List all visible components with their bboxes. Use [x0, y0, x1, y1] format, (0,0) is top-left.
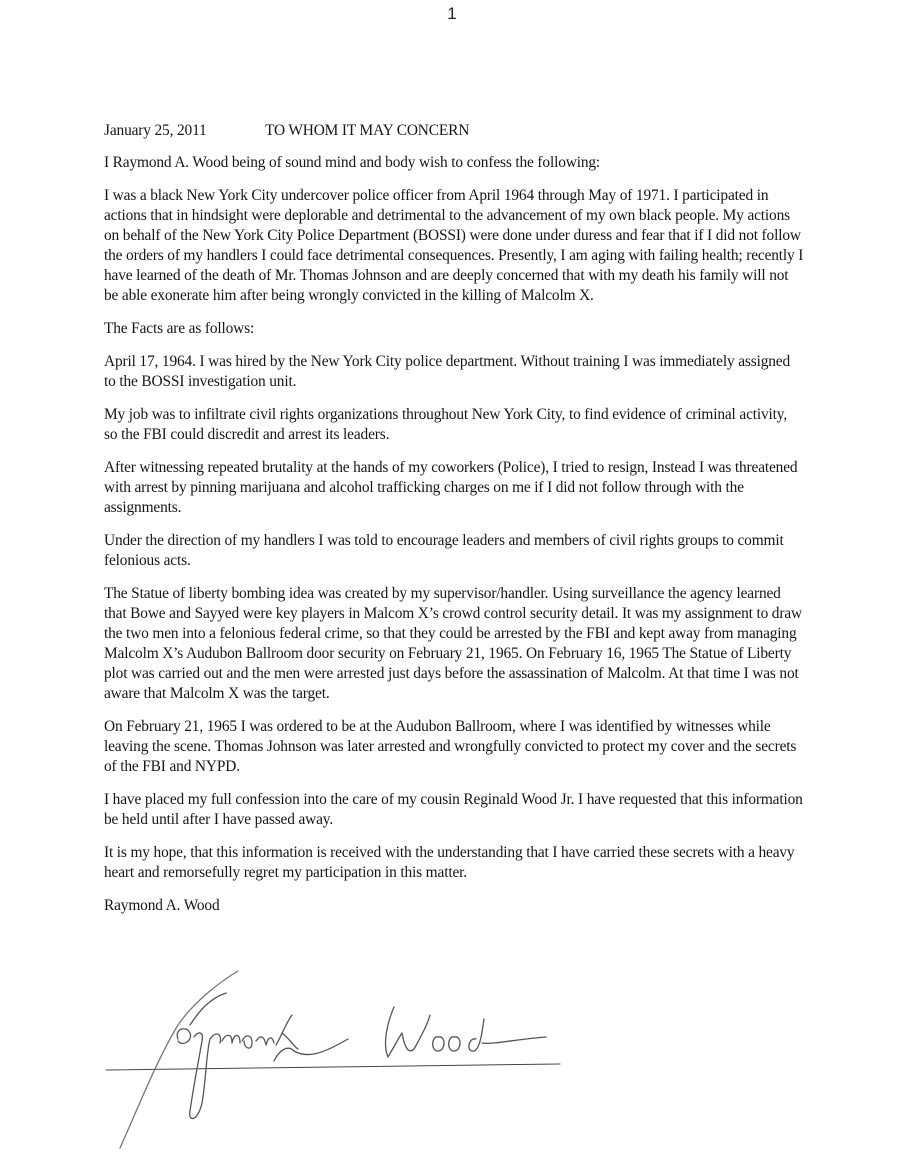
paragraph-handlers: Under the direction of my handlers I was told to encourage leaders and members of civil rights groups to commit felonious acts. — [104, 532, 784, 569]
handwritten-signature-icon — [98, 963, 578, 1163]
paragraph-intro: I Raymond A. Wood being of sound mind and body wish to confess the following: — [104, 154, 601, 171]
paragraph-hope: It is my hope, that this information is received with the understanding that I have carried these secrets with a heavy heart and remorsefully regret my participation in this matter. — [104, 844, 795, 881]
letter-date: January 25, 2011 — [104, 122, 207, 139]
page-number: 1 — [447, 4, 457, 23]
letter-heading — [104, 121, 804, 141]
signature-name: Raymond A. Wood — [104, 897, 220, 914]
letter-body — [104, 121, 804, 916]
paragraph-job: My job was to infiltrate civil rights organizations throughout New York City, to find evidence of criminal activity, so the FBI could discredit and arrest its leaders. — [104, 406, 788, 443]
paragraph-audubon: On February 21, 1965 I was ordered to be at the Audubon Ballroom, where I was identified by witnesses while leaving the scene. Thomas Johnson was later arrested and wrongfully convicted to protect my cover and the secrets of the FBI and NYPD. — [104, 718, 797, 775]
paragraph-facts-intro: The Facts are as follows: — [104, 320, 255, 337]
letter-salutation: TO WHOM IT MAY CONCERN — [265, 122, 470, 139]
paragraph-confession-care: I have placed my full confession into the care of my cousin Reginald Wood Jr. I have requested that this information be held until after I have passed away. — [104, 791, 803, 828]
paragraph-hired: April 17, 1964. I was hired by the New York City police department. Without training I was immediately assigned to the BOSSI investigation unit. — [104, 353, 791, 390]
paragraph-background: I was a black New York City undercover police officer from April 1964 through May of 1971. I participated in actions that in hindsight were deplorable and detrimental to the advancement of my own black people. My actions on behalf of the New York City Police Department (BOSSI) were done under duress and fear that if I did not follow the orders of my handlers I could face detrimental consequences. Presently, I am aging with failing health; recently I have learned of the death of Mr. Thomas Johnson and are deeply concerned that with my death his family will not be able exonerate him after being wrongly convicted in the killing of Malcolm X. — [104, 187, 804, 304]
paragraph-resign: After witnessing repeated brutality at the hands of my coworkers (Police), I tried to resign, Instead I was threatened with arrest by pinning marijuana and alcohol trafficking charges on me if I did not follow through with the assignments. — [104, 459, 798, 516]
paragraph-statue-of-liberty: The Statue of liberty bombing idea was created by my supervisor/handler. Using surveillance the agency learned that Bowe and Sayyed were key players in Malcom X’s crowd control security detail. It was my assignment to draw the two men into a felonious federal crime, so that they could be arrested by the FBI and kept away from managing Malcolm X’s Audubon Ballroom door security on February 21, 1965. On February 16, 1965 The Statue of Liberty plot was carried out and the men were arrested just days before the assassination of Malcolm. At that time I was not aware that Malcolm X was the target. — [104, 585, 802, 702]
